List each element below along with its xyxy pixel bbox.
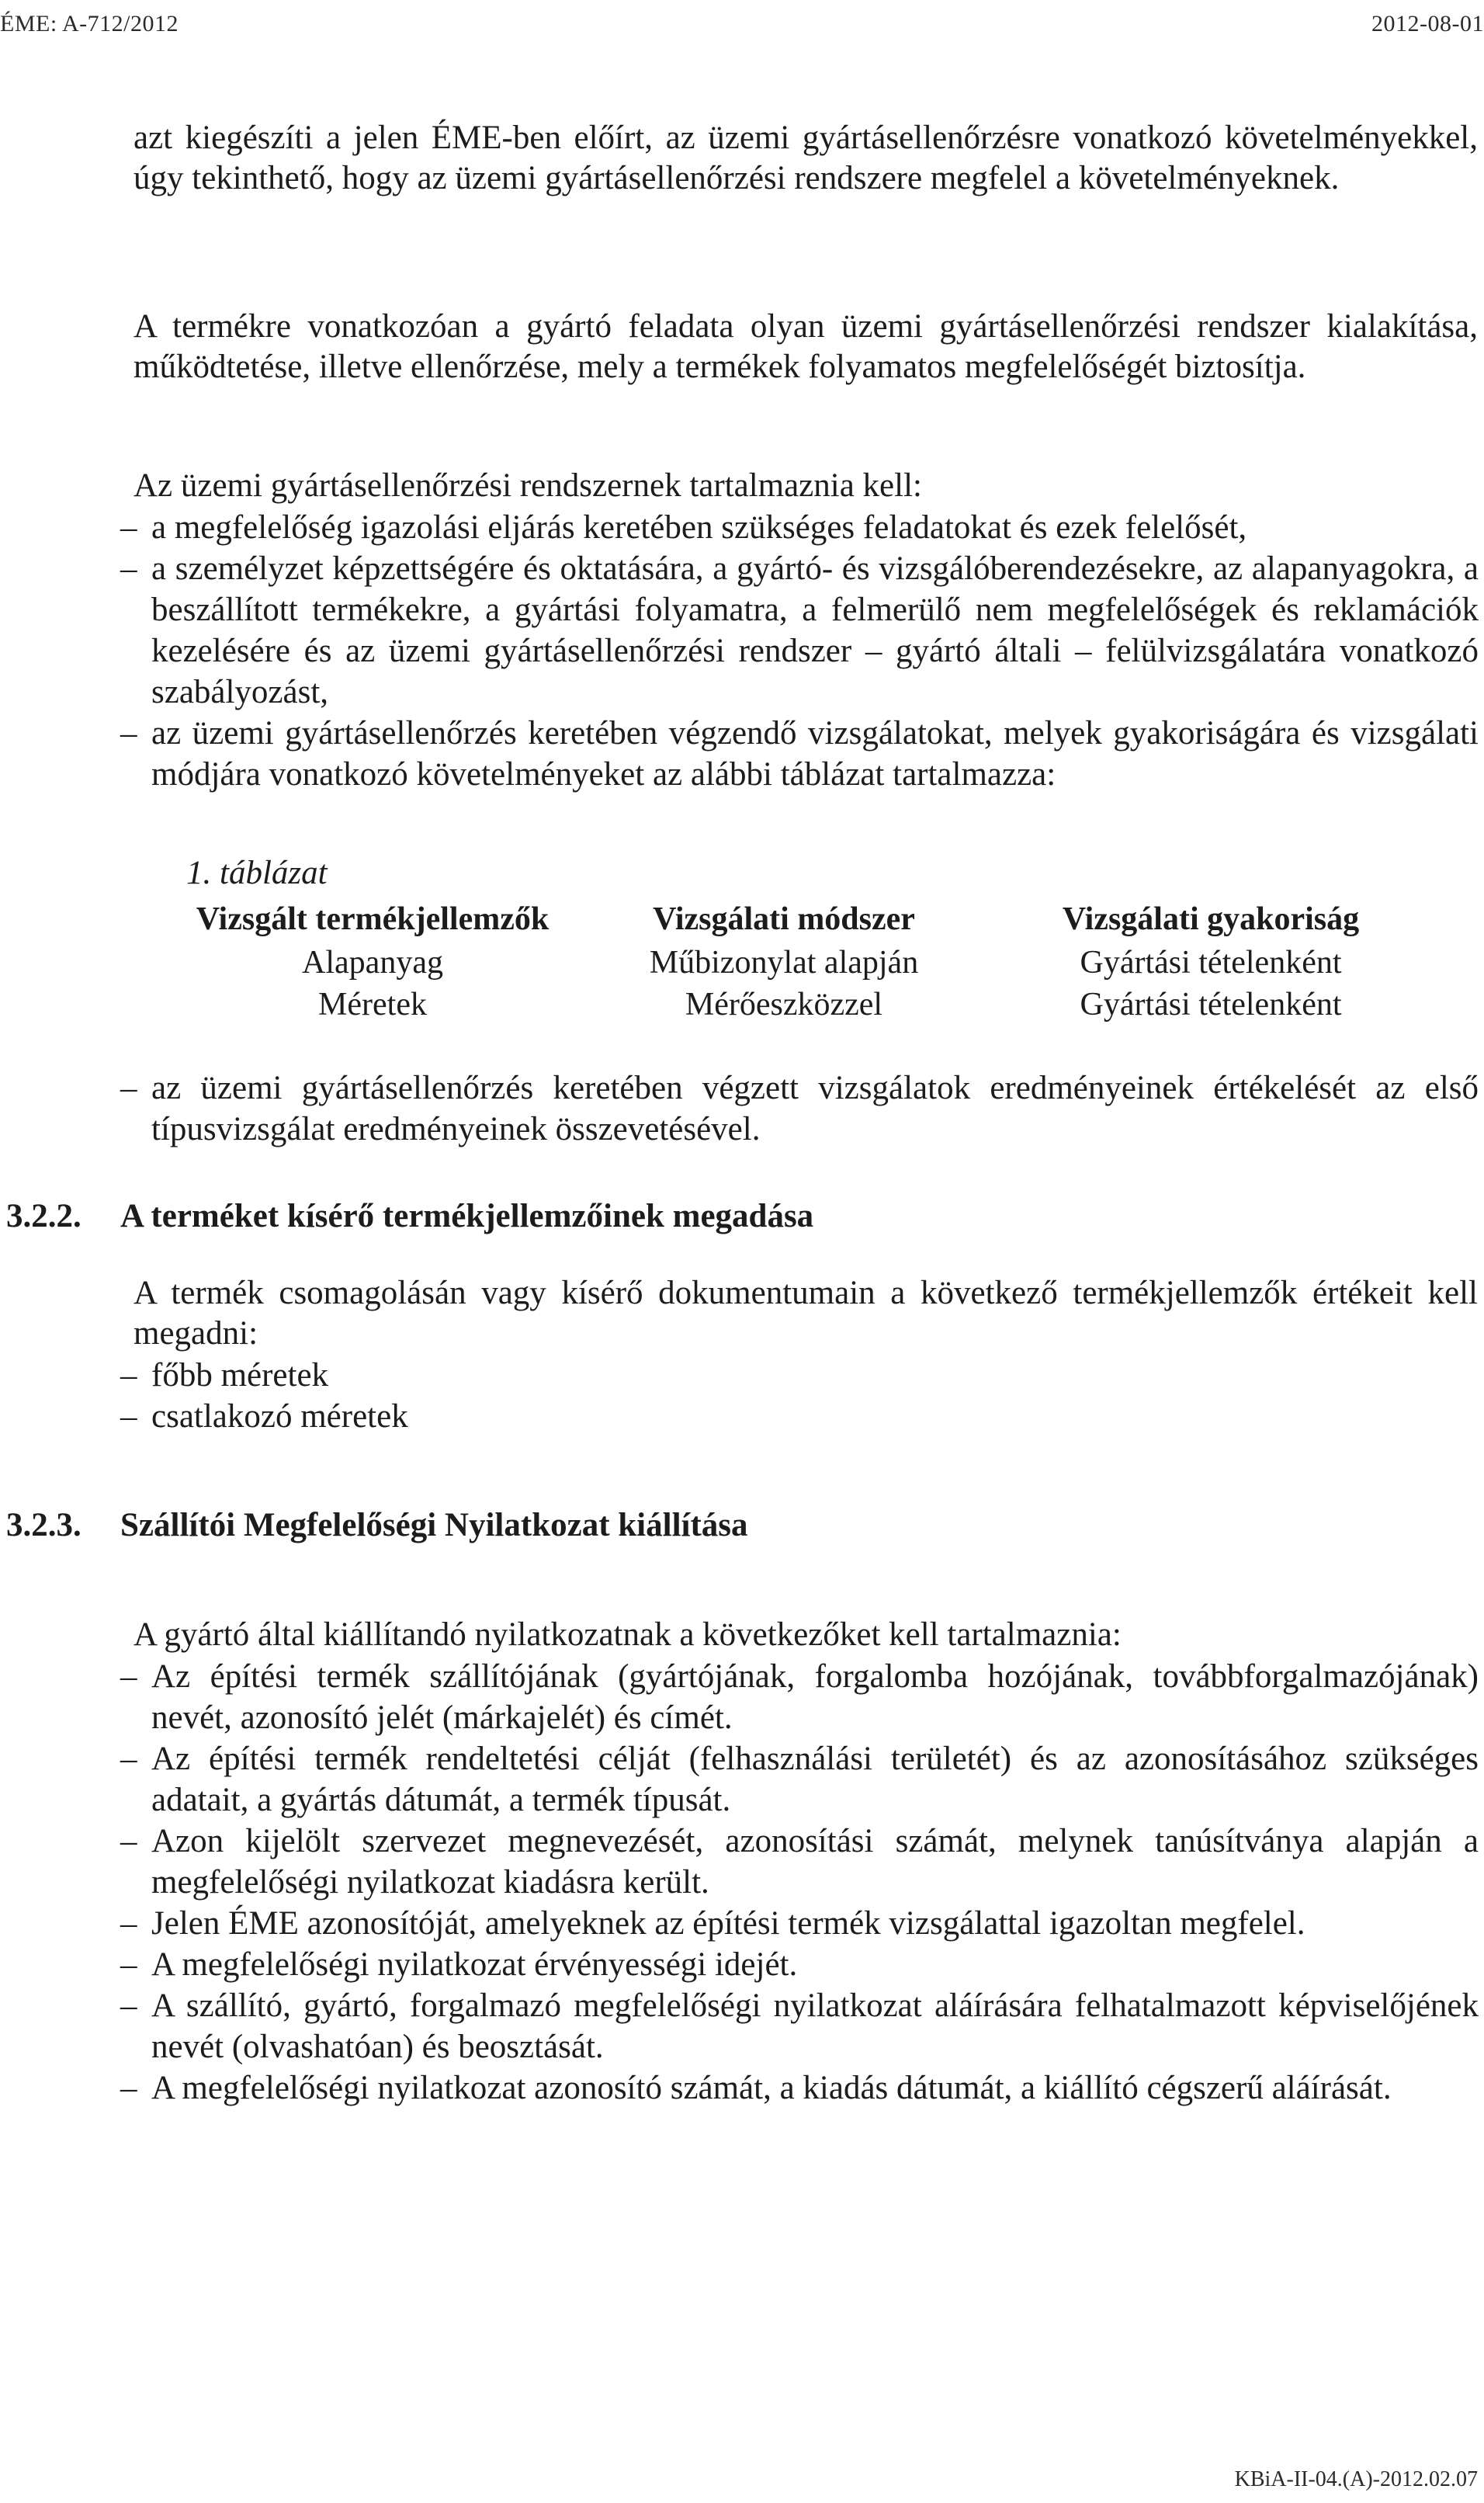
list-item-text: Azon kijelölt szervezet megnevezését, azonosítási számát, melynek tanúsítványa alapján a megfelelőségi nyilatkozat kiadásra került. xyxy=(151,1823,1479,1901)
list-item-text: a megfelelőség igazolási eljárás keretében szükséges feladatokat és ezek felelősét, xyxy=(151,509,1247,546)
dash-bullet: – xyxy=(120,1741,137,1777)
dash-bullet: – xyxy=(120,1987,137,2024)
list-item xyxy=(120,2067,1479,2109)
table-cell: Gyártási tételenként xyxy=(1080,945,1342,981)
declaration-contents-list xyxy=(120,1656,1479,2109)
list-item xyxy=(120,1903,1479,1944)
list-item xyxy=(120,1944,1479,1985)
fpc-last-item-list xyxy=(120,1068,1479,1150)
section-number: 3.2.2. xyxy=(6,1198,81,1234)
table-cell: Mérőeszközzel xyxy=(685,987,883,1022)
footer-reference: KBiA-II-04.(A)-2012.02.07 xyxy=(1234,2467,1478,2491)
dash-bullet: – xyxy=(120,1357,137,1394)
list-item xyxy=(120,507,1479,548)
section-intro: A termék csomagolásán vagy kísérő dokumentumain a következő termékjellemzők értékeit kell megadni: xyxy=(133,1275,1478,1352)
dash-bullet: – xyxy=(120,2070,137,2106)
table-header-cell: Vizsgálati módszer xyxy=(653,901,915,937)
list-item-text: Jelen ÉME azonosítóját, amelyeknek az építési termék vizsgálattal igazoltan megfelel. xyxy=(151,1905,1305,1942)
section-title: Szállítói Megfelelőségi Nyilatkozat kiállítása xyxy=(120,1507,748,1543)
dash-bullet: – xyxy=(120,1905,137,1942)
list-item-text: A szállító, gyártó, forgalmazó megfelelőségi nyilatkozat aláírására felhatalmazott képviselőjének nevét (olvashatóan) és beosztását. xyxy=(151,1987,1479,2065)
table-row xyxy=(147,944,1467,984)
product-characteristics-list xyxy=(120,1355,1479,1437)
table-header-cell: Vizsgált termékjellemzők xyxy=(196,901,550,937)
list-item-text: Az építési termék rendeltetési célját (felhasználási területét) és az azonosításához szükséges adatait, a gyártás dátumát, a termék típusát. xyxy=(151,1741,1479,1818)
list-item xyxy=(120,1985,1479,2067)
table-cell: Alapanyag xyxy=(302,945,443,981)
document-date: 2012-08-01 xyxy=(1371,11,1484,36)
intro-paragraph: azt kiegészíti a jelen ÉME-ben előírt, az üzemi gyártásellenőrzésre vonatkozó követelményekkel, úgy tekinthető, hogy az üzemi gyártásellenőrzési rendszere megfelel a követelményeknek. xyxy=(133,120,1478,196)
list-item xyxy=(120,1355,1479,1396)
fpc-requirements-list xyxy=(120,507,1479,795)
table-cell: Méretek xyxy=(318,987,427,1022)
table-row xyxy=(147,986,1467,1026)
table-cell: Műbizonylat alapján xyxy=(649,945,919,981)
list-item xyxy=(120,713,1479,795)
list-item-text: a személyzet képzettségére és oktatására, a gyártó- és vizsgálóberendezésekre, az alapanyagokra, a beszállított termékekre, a gyártási folyamatra, a felmerülő nem megfelelőségek és reklamációk kezelésére és az üzemi gyártásellenőrzési rendszer – gyártó általi – felülvizsgálatára vonatkozó szabályozást, xyxy=(151,550,1479,710)
list-item xyxy=(120,1656,1479,1738)
table-header-cell: Vizsgálati gyakoriság xyxy=(1062,901,1360,937)
list-item xyxy=(120,1738,1479,1821)
dash-bullet: – xyxy=(120,1070,137,1106)
list-item-text: főbb méretek xyxy=(151,1357,329,1394)
section-title: A terméket kísérő termékjellemzőinek megadása xyxy=(120,1198,814,1234)
table-cell: Gyártási tételenként xyxy=(1080,987,1342,1022)
dash-bullet: – xyxy=(120,715,137,752)
dash-bullet: – xyxy=(120,1823,137,1859)
table-caption: 1. táblázat xyxy=(186,855,328,891)
section-number: 3.2.3. xyxy=(6,1507,81,1543)
list-item xyxy=(120,1068,1479,1150)
dash-bullet: – xyxy=(120,1398,137,1435)
list-item-text: A megfelelőségi nyilatkozat azonosító számát, a kiadás dátumát, a kiállító cégszerű aláírását. xyxy=(151,2070,1392,2106)
list-item-text: csatlakozó méretek xyxy=(151,1398,408,1435)
list-item xyxy=(120,1396,1479,1437)
list-item-text: az üzemi gyártásellenőrzés keretében végzett vizsgálatok eredményeinek értékelését az első típusvizsgálat eredményeinek összevetésével. xyxy=(151,1070,1479,1147)
list-item xyxy=(120,548,1479,713)
section-intro: A gyártó által kiállítandó nyilatkozatnak a következőket kell tartalmaznia: xyxy=(133,1616,1122,1653)
dash-bullet: – xyxy=(120,1658,137,1695)
list-item-text: az üzemi gyártásellenőrzés keretében végzendő vizsgálatokat, melyek gyakoriságára és vizsgálati módjára vonatkozó követelményeket az alábbi táblázat tartalmazza: xyxy=(151,715,1479,793)
dash-bullet: – xyxy=(120,550,137,587)
dash-bullet: – xyxy=(120,509,137,546)
fpc-intro: Az üzemi gyártásellenőrzési rendszernek tartalmaznia kell: xyxy=(133,467,922,504)
table-header-row xyxy=(147,901,1467,941)
list-item xyxy=(120,1821,1479,1903)
document-id: ÉME: A-712/2012 xyxy=(0,11,179,36)
producer-paragraph: A termékre vonatkozóan a gyártó feladata olyan üzemi gyártásellenőrzési rendszer kialakítása, működtetése, illetve ellenőrzése, mely a termékek folyamatos megfelelőségét biztosítja. xyxy=(133,308,1478,385)
list-item-text: Az építési termék szállítójának (gyártójának, forgalomba hozójának, továbbforgalmazójának) nevét, azonosító jelét (márkajelét) és címét. xyxy=(151,1658,1479,1736)
dash-bullet: – xyxy=(120,1946,137,1983)
list-item-text: A megfelelőségi nyilatkozat érvényességi idejét. xyxy=(151,1946,798,1983)
